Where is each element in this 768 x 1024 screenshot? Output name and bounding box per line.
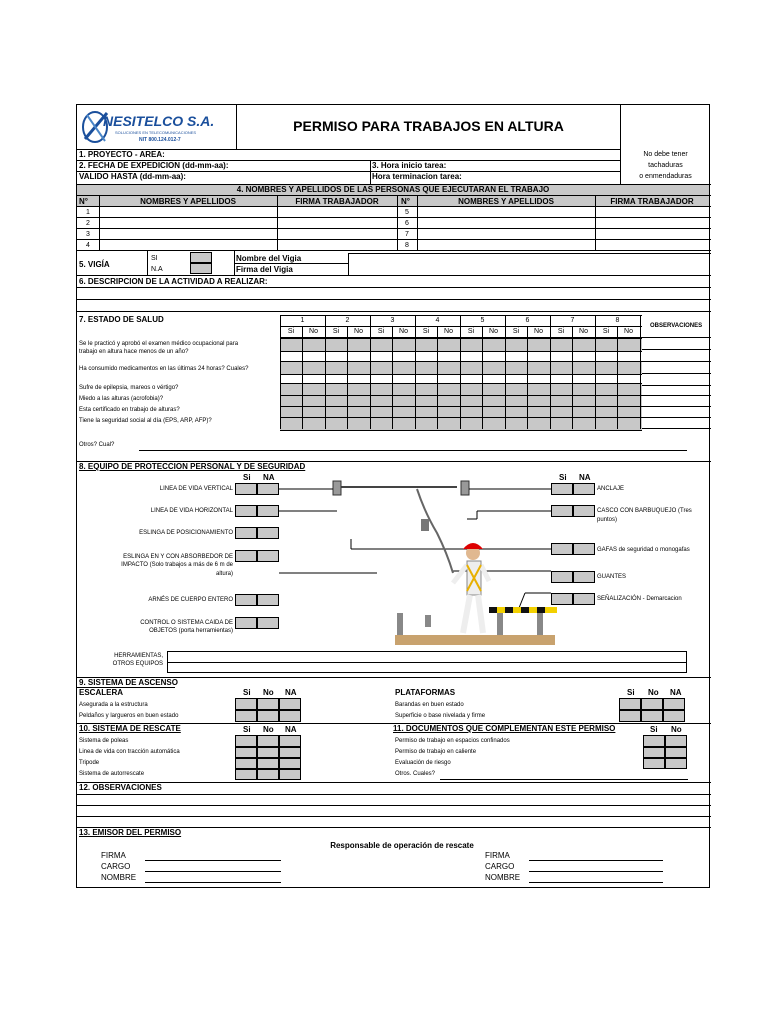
nombre-line-right[interactable] [529, 882, 663, 883]
permit-form [76, 104, 710, 888]
rescate-item-2: Linea de vida con tracción automática [79, 749, 180, 755]
r1-na[interactable] [279, 735, 301, 747]
observaciones-header: OBSERVACIONES [650, 323, 703, 329]
nombre-line-left[interactable] [145, 882, 281, 883]
epp-si-right: Si [559, 473, 567, 482]
epp-na-left: NA [263, 473, 275, 482]
firma-label-left: FIRMA [101, 851, 126, 860]
rescate-item-4: Sistema de autorrescate [79, 771, 145, 777]
form-title: PERMISO PARA TRABAJOS EN ALTURA [293, 118, 564, 134]
q1b: trabajo en altura hace menos de un año? [79, 349, 189, 355]
q5: Esta certificado en trabajo de alturas? [79, 407, 180, 413]
r2-na[interactable] [279, 747, 301, 758]
nombre-label-left: NOMBRE [101, 873, 137, 882]
escalera-label: ESCALERA [79, 688, 124, 697]
d2-no[interactable] [665, 747, 687, 758]
row-num: 6 [405, 220, 409, 227]
q3: Sufre de epilepsia, mareos o vértigo? [79, 385, 179, 391]
row-num: 2 [86, 220, 90, 227]
salud-grid: 1 2 3 4 5 6 7 8 Si No Si No Si No Si No Si No Si No Si No Si No [280, 315, 642, 428]
control-label-1: CONTROL O SISTEMA CAIDA DE [140, 620, 233, 626]
company-nit: NIT 800.124.012-7 [139, 137, 181, 143]
company-name: NESITELCO S.A. [103, 113, 215, 129]
control-na[interactable] [257, 617, 279, 629]
e2-no[interactable] [257, 710, 279, 722]
linea-vertical-si[interactable] [235, 483, 257, 495]
q1a: Se le practicó y aprobó el examen médico ocupacional para [79, 341, 239, 347]
firma-label-right: FIRMA [485, 851, 510, 860]
r4-na[interactable] [279, 769, 301, 780]
col-nombres-left: NOMBRES Y APELLIDOS [140, 197, 236, 206]
observaciones-label: 12. OBSERVACIONES [79, 783, 162, 792]
vigia-nombre-label: Nombre del Vigia [236, 254, 302, 263]
anclaje-na[interactable] [573, 483, 595, 495]
eslinga-abs-label-2: IMPACTO (Solo trabajos a más de 6 m de [121, 562, 233, 568]
valido-label: VALIDO HASTA (dd-mm-aa): [79, 172, 186, 181]
epp-label: 8. EQUIPO DE PROTECCION PERSONAL Y DE SEGURIDAD [79, 462, 306, 471]
eslinga-abs-label-3: altura) [215, 571, 233, 577]
vigia-na: N.A [151, 266, 163, 273]
col-nombres-right: NOMBRES Y APELLIDOS [458, 197, 554, 206]
d3-no[interactable] [665, 758, 687, 769]
note-line-1: No debe tener [643, 151, 688, 158]
documentos-no: No [671, 725, 682, 734]
plataforma-item-2: Superficie o base nivelada y firme [395, 713, 486, 719]
d1-si[interactable] [643, 735, 665, 747]
r3-no[interactable] [257, 758, 279, 769]
fecha-label: 2. FECHA DE EXPEDICION (dd-mm-aa): [79, 161, 229, 170]
escalera-si: Si [243, 688, 251, 697]
e1-na[interactable] [279, 698, 301, 710]
guantes-label: GUANTES [597, 574, 627, 580]
escalera-item-2: Peldaños y largueros en buen estado [79, 713, 179, 719]
gafas-label: GAFAS de seguridad o monogafas [597, 547, 690, 553]
d1-no[interactable] [665, 735, 687, 747]
q6: Tiene la seguridad social al día (EPS, ARP, AFP)? [79, 418, 212, 424]
q4: Miedo a las alturas (acrofobia)? [79, 396, 164, 402]
vigia-si: SI [151, 255, 158, 262]
p1-no[interactable] [641, 698, 663, 710]
company-subtitle: SOLUCIONES EN TELECOMUNICACIONES [115, 130, 197, 135]
eslinga-abs-si[interactable] [235, 550, 257, 562]
plataforma-item-1: Barandas en buen estado [395, 702, 464, 708]
p1-si[interactable] [619, 698, 641, 710]
plataformas-na: NA [670, 688, 682, 697]
cargo-line-left[interactable] [145, 871, 281, 872]
plataformas-si: Si [627, 688, 635, 697]
rescate-si: Si [243, 725, 251, 734]
herramientas-label-1: HERRAMIENTAS, [114, 653, 163, 659]
rescate-label: 10. SISTEMA DE RESCATE [79, 724, 181, 733]
e2-si[interactable] [235, 710, 257, 722]
d2-si[interactable] [643, 747, 665, 758]
nombre-label-right: NOMBRE [485, 873, 521, 882]
plataformas-label: PLATAFORMAS [395, 688, 456, 697]
linea-horizontal-si[interactable] [235, 505, 257, 517]
hora-inicio-label: 3. Hora inicio tarea: [372, 161, 447, 170]
p2-na[interactable] [663, 710, 685, 722]
epp-si-left: Si [243, 473, 251, 482]
linea-horizontal-na[interactable] [257, 505, 279, 517]
p1-na[interactable] [663, 698, 685, 710]
documento-item-3: Evaluación de riesgo [395, 760, 451, 766]
epp-na-right: NA [579, 473, 591, 482]
herramientas-label-2: OTROS EQUIPOS [112, 661, 163, 667]
casco-label-1: CASCO CON BARBUQUEJO (Tres [597, 508, 692, 514]
actividad-label: 6. DESCRIPCION DE LA ACTIVIDAD A REALIZAR: [79, 277, 268, 286]
d3-si[interactable] [643, 758, 665, 769]
rescate-item-3: Tripode [79, 760, 100, 766]
responsable-label: Responsable de operación de rescate [330, 841, 474, 850]
rescate-na: NA [285, 725, 297, 734]
r2-si[interactable] [235, 747, 257, 758]
row-num: 4 [86, 242, 90, 249]
vigia-na-box[interactable] [190, 263, 212, 274]
escalera-na: NA [285, 688, 297, 697]
arnes-na[interactable] [257, 594, 279, 606]
r4-no[interactable] [257, 769, 279, 780]
guantes-na[interactable] [573, 571, 595, 583]
rescate-item-1: Sistema de poleas [79, 738, 129, 744]
emisor-label: 13. EMISOR DEL PERMISO [79, 828, 182, 837]
anclaje-label: ANCLAJE [597, 486, 625, 492]
vigia-si-box[interactable] [190, 252, 212, 263]
worker-illustration [277, 473, 557, 653]
control-label-2: OBJETOS (porta herramientas) [149, 628, 233, 634]
rescate-no: No [263, 725, 274, 734]
vigia-firma-label: Firma del Vigia [236, 265, 293, 274]
p2-no[interactable] [641, 710, 663, 722]
eslinga-abs-na[interactable] [257, 550, 279, 562]
row-num: 7 [405, 231, 409, 238]
p2-si[interactable] [619, 710, 641, 722]
eslinga-pos-label: ESLINGA DE POSICIONAMIENTO [139, 530, 233, 536]
proyecto-label: 1. PROYECTO - AREA: [79, 150, 165, 159]
col-firma-left: FIRMA TRABAJADOR [295, 197, 379, 206]
senal-label: SEÑALIZACIÓN - Demarcacion [597, 596, 682, 602]
casco-label-2: puntos) [597, 517, 618, 523]
row-num: 3 [86, 231, 90, 238]
vigia-label: 5. VIGÍA [79, 260, 110, 269]
otros-cual: Otros? Cual? [79, 442, 115, 448]
note-line-3: o enmendaduras [639, 173, 692, 180]
r3-na[interactable] [279, 758, 301, 769]
casco-na[interactable] [573, 505, 595, 517]
hora-fin-label: Hora terminacion tarea: [372, 172, 462, 181]
documento-item-2: Permiso de trabajo en caliente [395, 749, 477, 755]
col-n-right: N° [401, 197, 410, 206]
r2-no[interactable] [257, 747, 279, 758]
arnes-label: ARNÉS DE CUERPO ENTERO [148, 597, 233, 603]
cargo-line-right[interactable] [529, 871, 663, 872]
linea-horizontal-label: LINEA DE VIDA HORIZONTAL [150, 508, 233, 514]
eslinga-pos-si[interactable] [235, 527, 257, 539]
documento-item-1: Permiso de trabajo en espacios confinados [395, 738, 510, 744]
firma-line-left[interactable] [145, 860, 281, 861]
arnes-si[interactable] [235, 594, 257, 606]
note-line-2: tachaduras [648, 162, 683, 169]
documentos-si: Si [650, 725, 658, 734]
e1-si[interactable] [235, 698, 257, 710]
row-num: 5 [405, 209, 409, 216]
e2-na[interactable] [279, 710, 301, 722]
escalera-item-1: Asegurada a la estructura [79, 702, 148, 708]
eslinga-pos-na[interactable] [257, 527, 279, 539]
r3-si[interactable] [235, 758, 257, 769]
company-logo [79, 107, 237, 149]
row-num: 8 [405, 242, 409, 249]
personas-heading: 4. NOMBRES Y APELLIDOS DE LAS PERSONAS QUE EJECUTARAN EL TRABAJO [236, 185, 550, 194]
col-n-left: N° [79, 197, 88, 206]
linea-vertical-na[interactable] [257, 483, 279, 495]
r1-no[interactable] [257, 735, 279, 747]
r4-si[interactable] [235, 769, 257, 780]
q2: Ha consumido medicamentos en las últimas 24 horas? Cuales? [79, 366, 249, 372]
firma-line-right[interactable] [529, 860, 663, 861]
documentos-label: 11. DOCUMENTOS QUE COMPLEMENTAN ESTE PERMISO [393, 724, 616, 733]
control-si[interactable] [235, 617, 257, 629]
row-num: 1 [86, 209, 90, 216]
eslinga-abs-label-1: ESLINGA EN Y CON ABSORBEDOR DE [123, 554, 233, 560]
senal-na[interactable] [573, 593, 595, 605]
escalera-no: No [263, 688, 274, 697]
documento-item-4: Otros. Cuales? [395, 771, 436, 777]
col-firma-right: FIRMA TRABAJADOR [610, 197, 694, 206]
cargo-label-left: CARGO [101, 862, 131, 871]
salud-label: 7. ESTADO DE SALUD [79, 315, 164, 324]
plataformas-no: No [648, 688, 659, 697]
ascenso-label: 9. SISTEMA DE ASCENSO [79, 678, 178, 687]
e1-no[interactable] [257, 698, 279, 710]
r1-si[interactable] [235, 735, 257, 747]
linea-vertical-label: LINEA DE VIDA VERTICAL [159, 486, 233, 492]
cargo-label-right: CARGO [485, 862, 515, 871]
gafas-na[interactable] [573, 543, 595, 555]
